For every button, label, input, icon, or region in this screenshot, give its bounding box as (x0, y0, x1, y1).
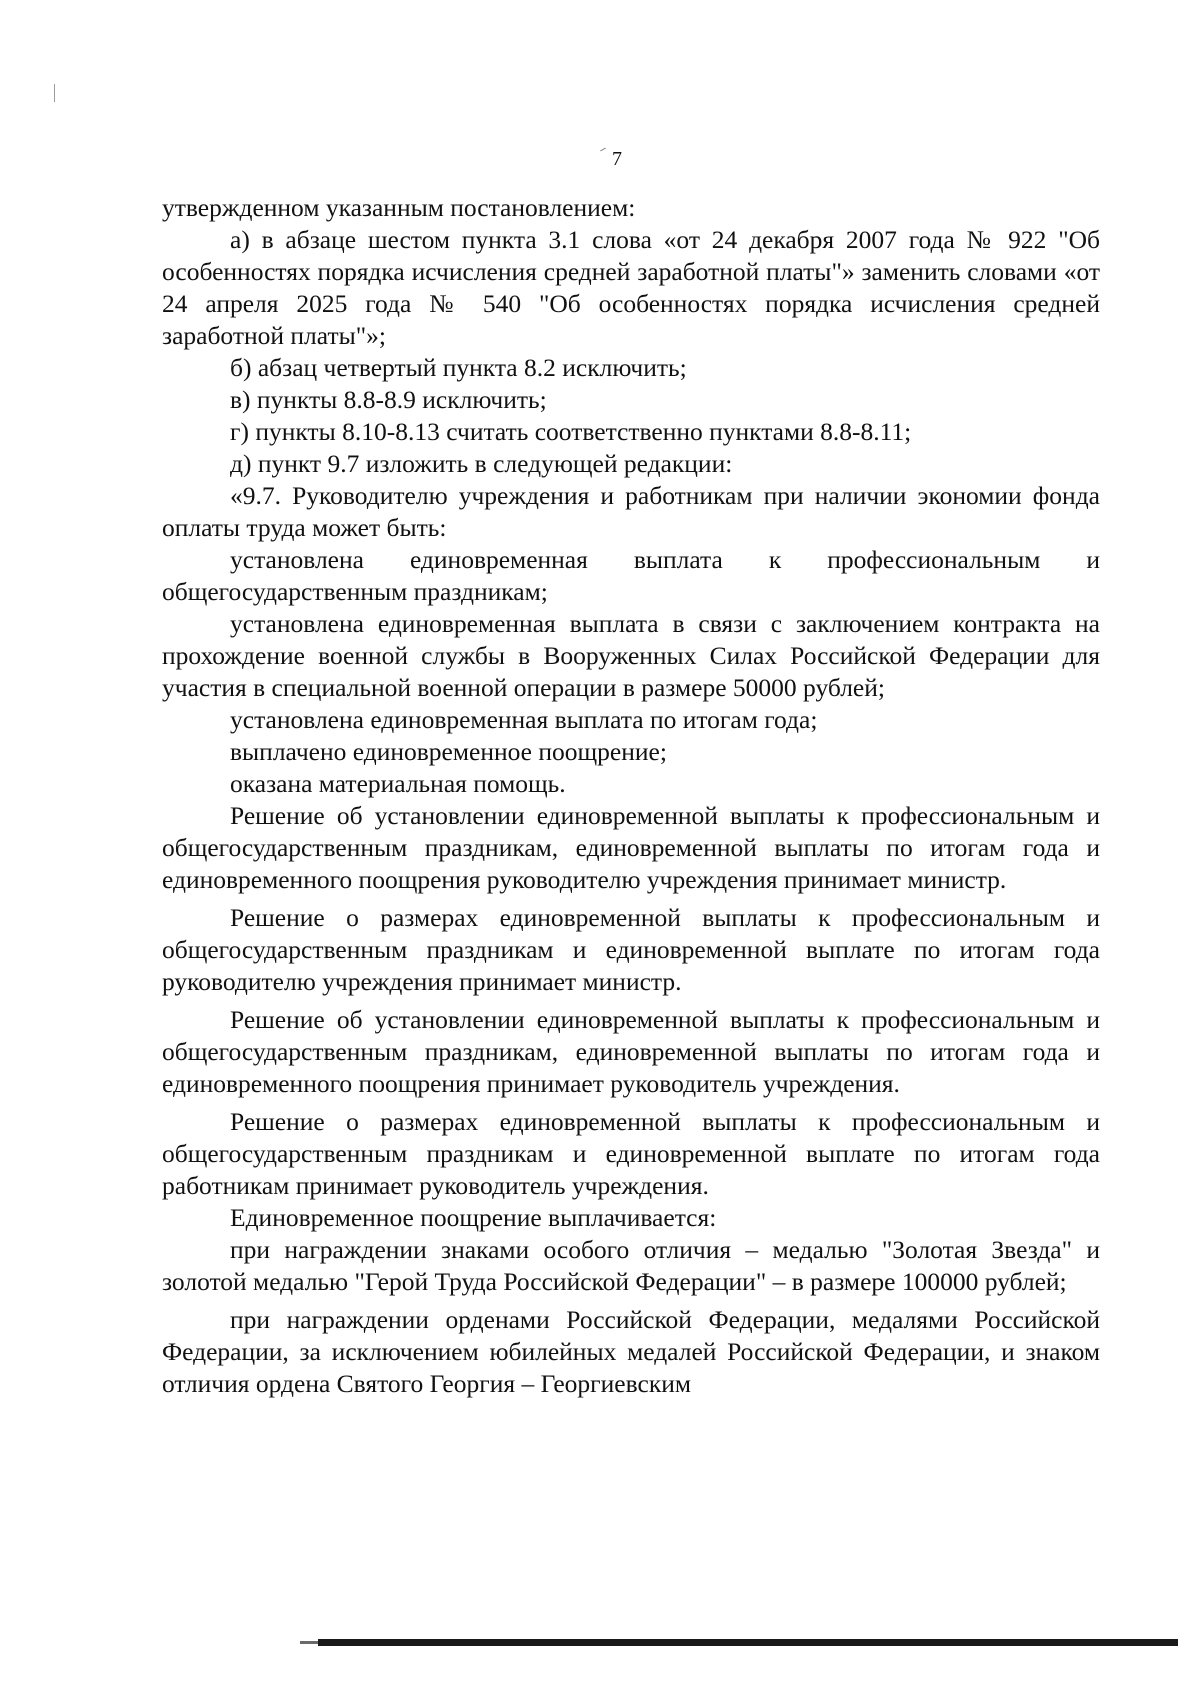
paragraph: установлена единовременная выплата к профессиональным и общегосударственным праздникам; (162, 545, 1100, 606)
paragraph: Решение о размерах единовременной выплаты к профессиональным и общегосударственным праздникам и единовременной выплате по итогам года руководителю учреждения принимает министр. (162, 903, 1100, 996)
paragraph: выплачено единовременное поощрение; (230, 737, 667, 766)
paragraph: а) в абзаце шестом пункта 3.1 слова «от 24 декабря 2007 года № 922 "Об особенностях порядка исчисления средней заработной платы"» заменить словами «от 24 апреля 2025 года № 540 "Об особенностях порядка исчисления средней заработной платы"»; (162, 225, 1100, 350)
paragraph: в) пункты 8.8-8.9 исключить; (230, 385, 547, 414)
paragraph: утвержденном указанным постановлением: (162, 193, 636, 222)
scan-edge-artifact (300, 1641, 320, 1644)
scan-artifact (600, 148, 606, 152)
paragraph: установлена единовременная выплата по итогам года; (230, 705, 818, 734)
paragraph: г) пункты 8.10-8.13 считать соответственно пунктами 8.8-8.11; (230, 417, 912, 446)
paragraph: установлена единовременная выплата в связи с заключением контракта на прохождение военной службы в Вооруженных Силах Российской Федерации для участия в специальной военной операции в размере 50000 рублей; (162, 609, 1100, 702)
page-number: 7 (612, 148, 622, 170)
paragraph: Решение об установлении единовременной выплаты к профессиональным и общегосударственным праздникам, единовременной выплаты по итогам года и единовременного поощрения принимает руководитель учреждения. (162, 1005, 1100, 1098)
paragraph: б) абзац четвертый пункта 8.2 исключить; (230, 353, 687, 382)
scan-artifact (54, 84, 55, 102)
paragraph: д) пункт 9.7 изложить в следующей редакции: (230, 449, 733, 478)
document-body (162, 192, 1100, 1400)
scan-edge-artifact (318, 1639, 1178, 1646)
paragraph: «9.7. Руководителю учреждения и работникам при наличии экономии фонда оплаты труда может быть: (162, 481, 1100, 542)
paragraph: Решение о размерах единовременной выплаты к профессиональным и общегосударственным праздникам и единовременной выплате по итогам года работникам принимает руководитель учреждения. (162, 1107, 1100, 1200)
paragraph: Решение об установлении единовременной выплаты к профессиональным и общегосударственным праздникам, единовременной выплаты по итогам года и единовременного поощрения руководителю учреждения принимает министр. (162, 801, 1100, 894)
paragraph: Единовременное поощрение выплачивается: (230, 1203, 717, 1232)
paragraph: при награждении орденами Российской Федерации, медалями Российской Федерации, за исключением юбилейных медалей Российской Федерации, и знаком отличия ордена Святого Георгия – Георгиевским (162, 1305, 1100, 1398)
paragraph: оказана материальная помощь. (230, 769, 566, 798)
paragraph: при награждении знаками особого отличия – медалью "Золотая Звезда" и золотой медалью "Герой Труда Российской Федерации" – в размере 100000 рублей; (162, 1235, 1100, 1296)
